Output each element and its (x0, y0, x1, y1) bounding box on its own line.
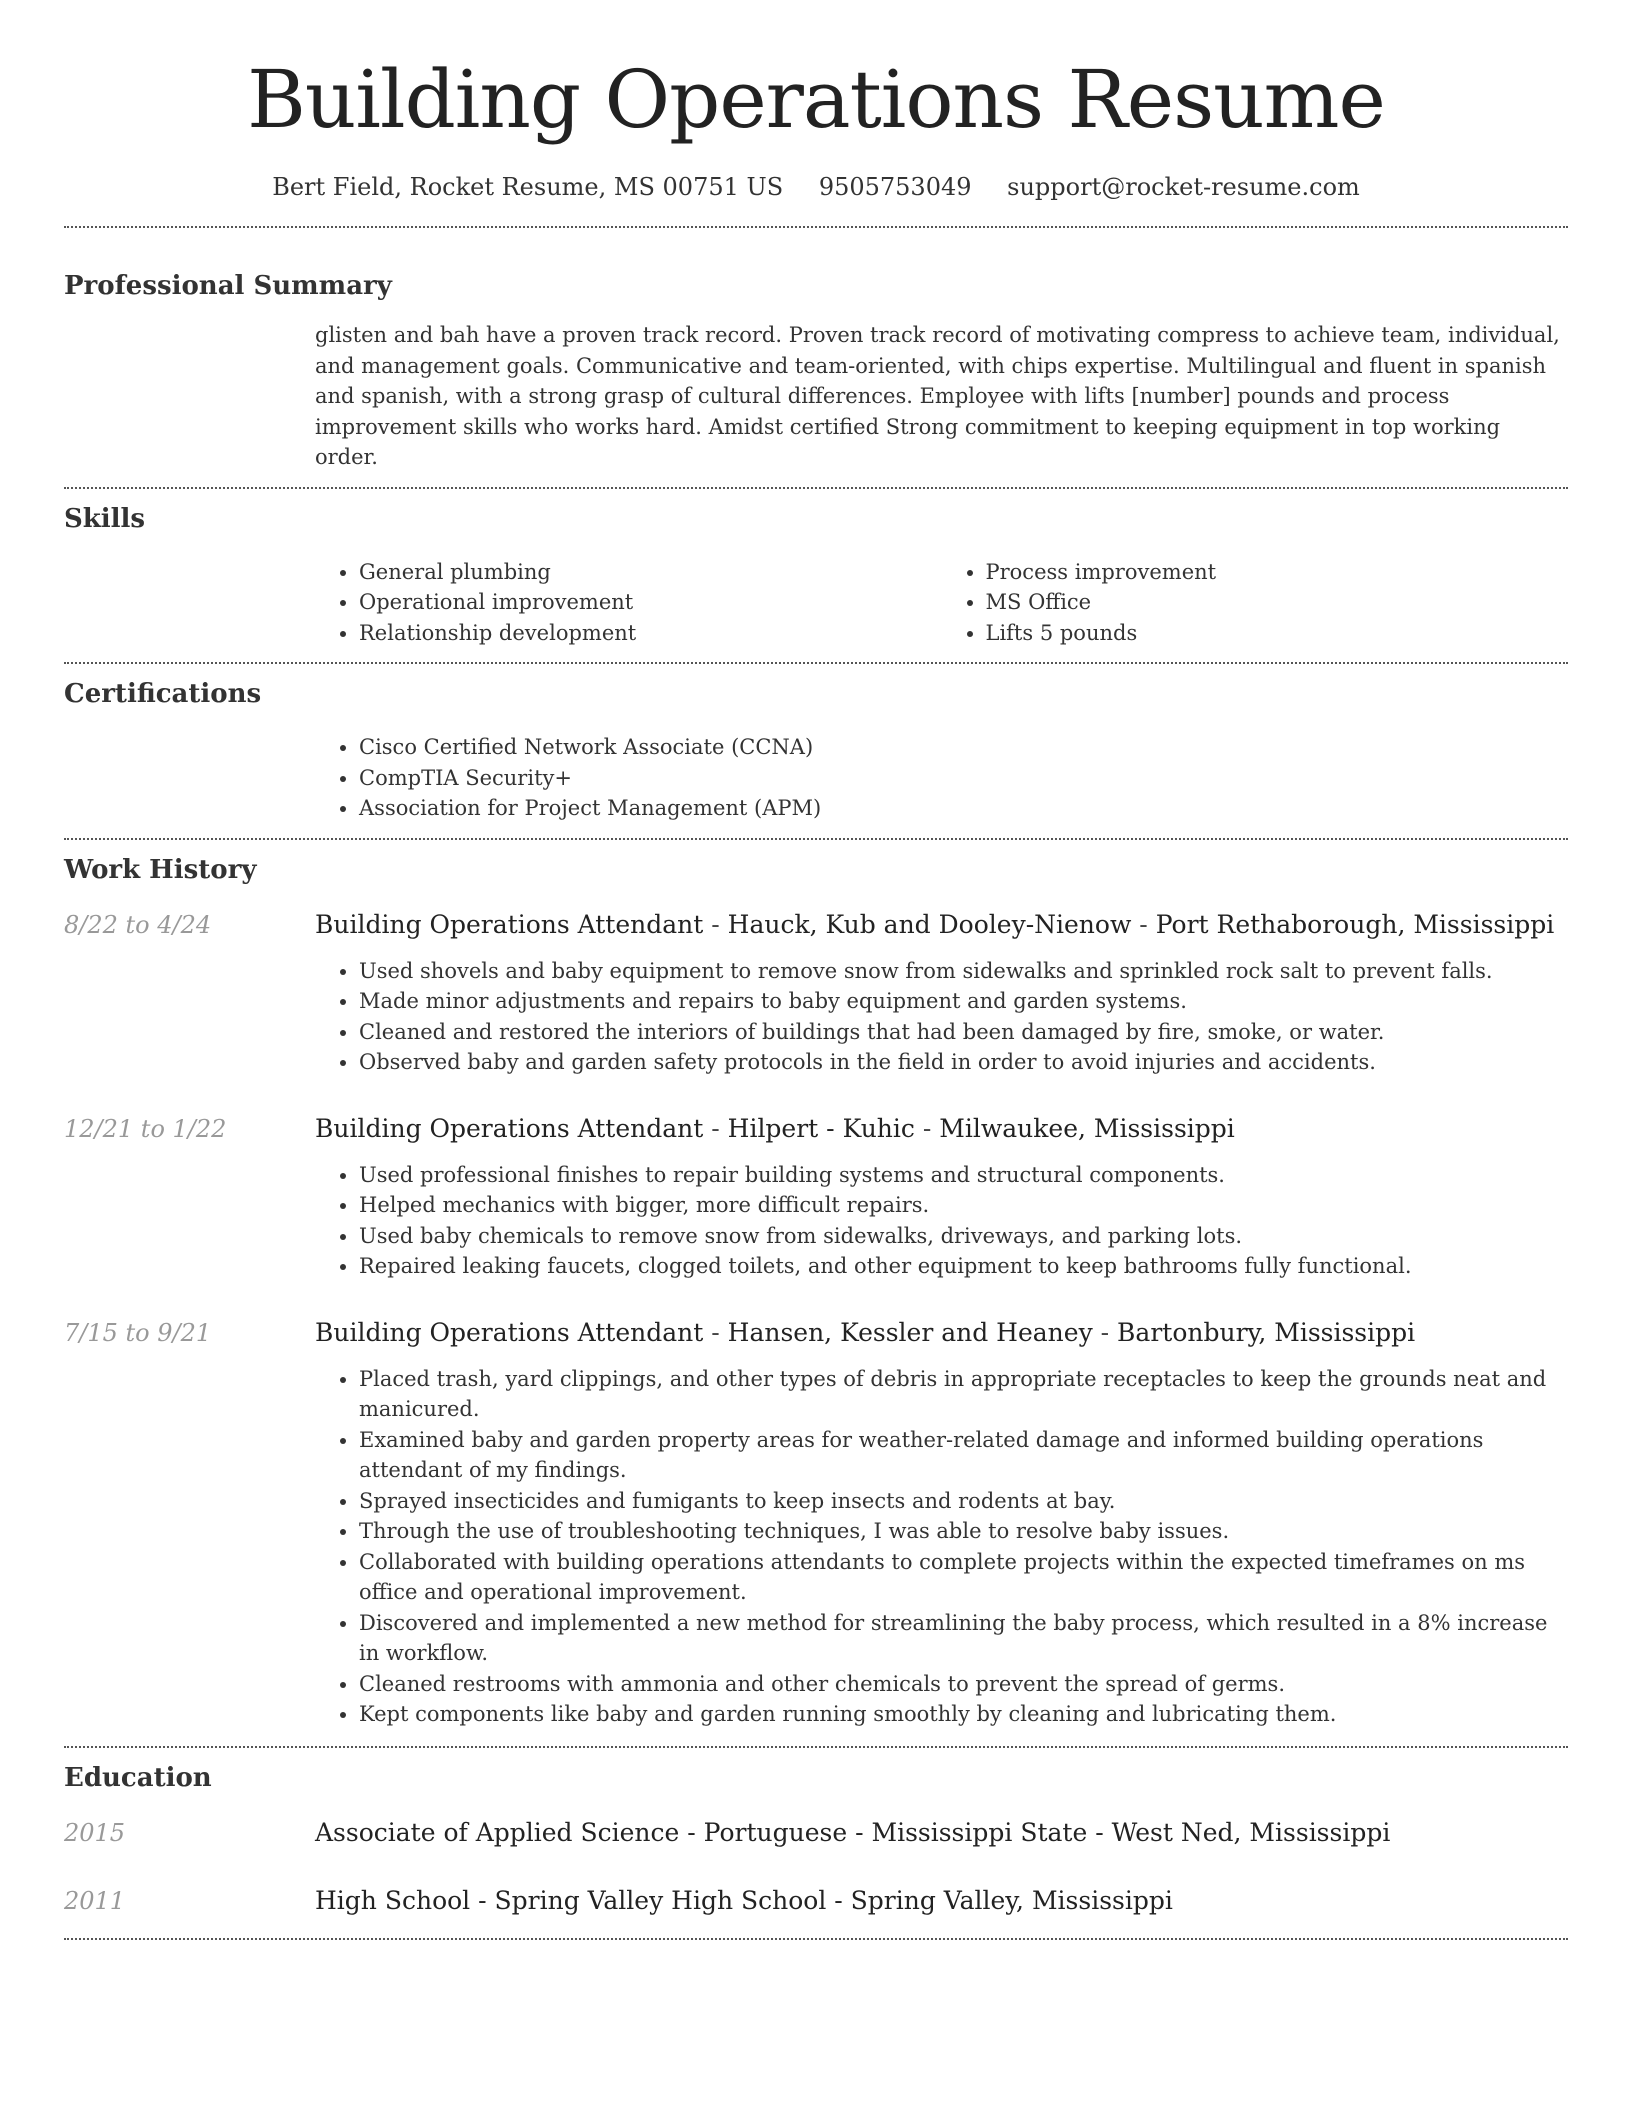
job-title: Building Operations Attendant (315, 1317, 704, 1347)
job-title: Building Operations Attendant (315, 1113, 704, 1143)
job-bullet: • Discovered and implemented a new method for streamlining the baby process, which resulted in a 8% increase in workflow. (359, 1608, 1568, 1669)
education-text: Associate of Applied Science - Portuguese - Mississippi State - West Ned, Mississippi (315, 1817, 1391, 1847)
job-dates: 12/21 to 1/22 (64, 1114, 227, 1143)
skills-list-right (942, 557, 1569, 649)
job-dates: 8/22 to 4/24 (64, 910, 212, 939)
skill-item: • Operational improvement (359, 587, 942, 618)
job-bullet: • Made minor adjustments and repairs to baby equipment and garden systems. (359, 986, 1568, 1017)
section-title-summary: Professional Summary (64, 271, 392, 301)
job-bullets (315, 1160, 1568, 1282)
job-bullet: • Observed baby and garden safety protocols in the field in order to avoid injuries and accidents. (359, 1047, 1568, 1078)
separator: - (703, 909, 728, 939)
job-location: Milwaukee, Mississippi (939, 1113, 1235, 1143)
job-heading (315, 1316, 1568, 1350)
work-history-section (64, 852, 1568, 1730)
job-bullet: • Repaired leaking faucets, clogged toilets, and other equipment to keep bathrooms fully functional. (359, 1251, 1568, 1282)
separator: - (1131, 909, 1156, 939)
job-company: Hansen, Kessler and Heaney (727, 1317, 1093, 1347)
education-year: 2011 (64, 1886, 126, 1915)
separator: - (703, 1113, 728, 1143)
certifications-list (315, 732, 1568, 824)
skill-item: • General plumbing (359, 557, 942, 588)
job-entry (64, 1316, 1568, 1730)
job-bullet: • Cleaned restrooms with ammonia and other chemicals to prevent the spread of germs. (359, 1669, 1568, 1700)
job-entry (64, 908, 1568, 1078)
certification-item: • Cisco Certified Network Associate (CCNA) (359, 732, 1568, 763)
contact-address: Bert Field, Rocket Resume, MS 00751 US (272, 173, 784, 201)
divider (64, 487, 1568, 489)
divider (64, 1938, 1568, 1940)
contact-email: support@rocket-resume.com (1007, 173, 1360, 201)
summary-section (64, 268, 1568, 473)
job-bullet: • Sprayed insecticides and fumigants to keep insects and rodents at bay. (359, 1486, 1568, 1517)
separator: - (1092, 1317, 1118, 1347)
certification-item: • Association for Project Management (APM) (359, 793, 1568, 824)
job-title: Building Operations Attendant (315, 909, 704, 939)
job-location: Port Rethaborough, Mississippi (1155, 909, 1555, 939)
skills-section (64, 501, 1568, 649)
job-company: Hilpert - Kuhic (727, 1113, 915, 1143)
job-bullet: • Kept components like baby and garden running smoothly by cleaning and lubricating them. (359, 1699, 1568, 1730)
job-entry (64, 1112, 1568, 1282)
job-bullet: • Placed trash, yard clippings, and other types of debris in appropriate receptacles to keep the grounds neat and manicured. (359, 1364, 1568, 1425)
divider (64, 838, 1568, 840)
contact-line (64, 170, 1568, 204)
section-title-education: Education (64, 1762, 212, 1793)
job-bullet: • Through the use of troubleshooting techniques, I was able to resolve baby issues. (359, 1516, 1568, 1547)
section-title-skills: Skills (64, 503, 146, 534)
job-dates: 7/15 to 9/21 (64, 1318, 212, 1347)
contact-phone: 9505753049 (818, 173, 972, 201)
education-entry (64, 1816, 1568, 1850)
separator: - (914, 1113, 940, 1143)
section-title-certifications: Certifications (64, 679, 262, 709)
skill-item: • Process improvement (986, 557, 1569, 588)
resume-page (64, 0, 1568, 1940)
certification-item: • CompTIA Security+ (359, 763, 1568, 794)
divider (64, 662, 1568, 664)
skill-item: • MS Office (986, 587, 1569, 618)
education-section (64, 1760, 1568, 1918)
job-bullet: • Used shovels and baby equipment to remove snow from sidewalks and sprinkled rock salt to prevent falls. (359, 956, 1568, 987)
certifications-section (64, 676, 1568, 824)
job-bullets (315, 1364, 1568, 1730)
section-title-work-history: Work History (64, 854, 257, 885)
education-year: 2015 (64, 1818, 126, 1847)
education-text: High School - Spring Valley High School - Spring Valley, Mississippi (315, 1885, 1173, 1915)
job-location: Bartonbury, Mississippi (1117, 1317, 1416, 1347)
job-bullet: • Helped mechanics with bigger, more difficult repairs. (359, 1190, 1568, 1221)
divider (64, 1746, 1568, 1748)
job-bullet: • Collaborated with building operations attendants to complete projects within the expected timeframes on ms office and operational improvement. (359, 1547, 1568, 1608)
job-heading (315, 1112, 1568, 1146)
job-bullet: • Used professional finishes to repair building systems and structural components. (359, 1160, 1568, 1191)
education-entry (64, 1884, 1568, 1918)
skill-item: • Relationship development (359, 618, 942, 649)
job-bullets (315, 956, 1568, 1078)
job-bullet: • Cleaned and restored the interiors of buildings that had been damaged by fire, smoke, or water. (359, 1017, 1568, 1048)
summary-text: glisten and bah have a proven track record. Proven track record of motivating compress to achieve team, individual, and management goals. Communicative and team-oriented, with chips expertise. Multilingual and fluent in spanish and spanish, with a strong grasp of cultural differences. Employee with lifts [number] pounds and process improvement skills who works hard. Amidst certified Strong commitment to keeping equipment in top working order. (315, 323, 1560, 469)
skills-list-left (315, 557, 942, 649)
job-heading (315, 908, 1568, 942)
separator: - (703, 1317, 728, 1347)
divider (64, 226, 1568, 228)
job-bullet: • Used baby chemicals to remove snow from sidewalks, driveways, and parking lots. (359, 1221, 1568, 1252)
job-bullet: • Examined baby and garden property areas for weather-related damage and informed building operations attendant of my findings. (359, 1425, 1568, 1486)
skill-item: • Lifts 5 pounds (986, 618, 1569, 649)
job-company: Hauck, Kub and Dooley-Nienow (727, 909, 1132, 939)
resume-title: Building Operations Resume (247, 53, 1385, 146)
